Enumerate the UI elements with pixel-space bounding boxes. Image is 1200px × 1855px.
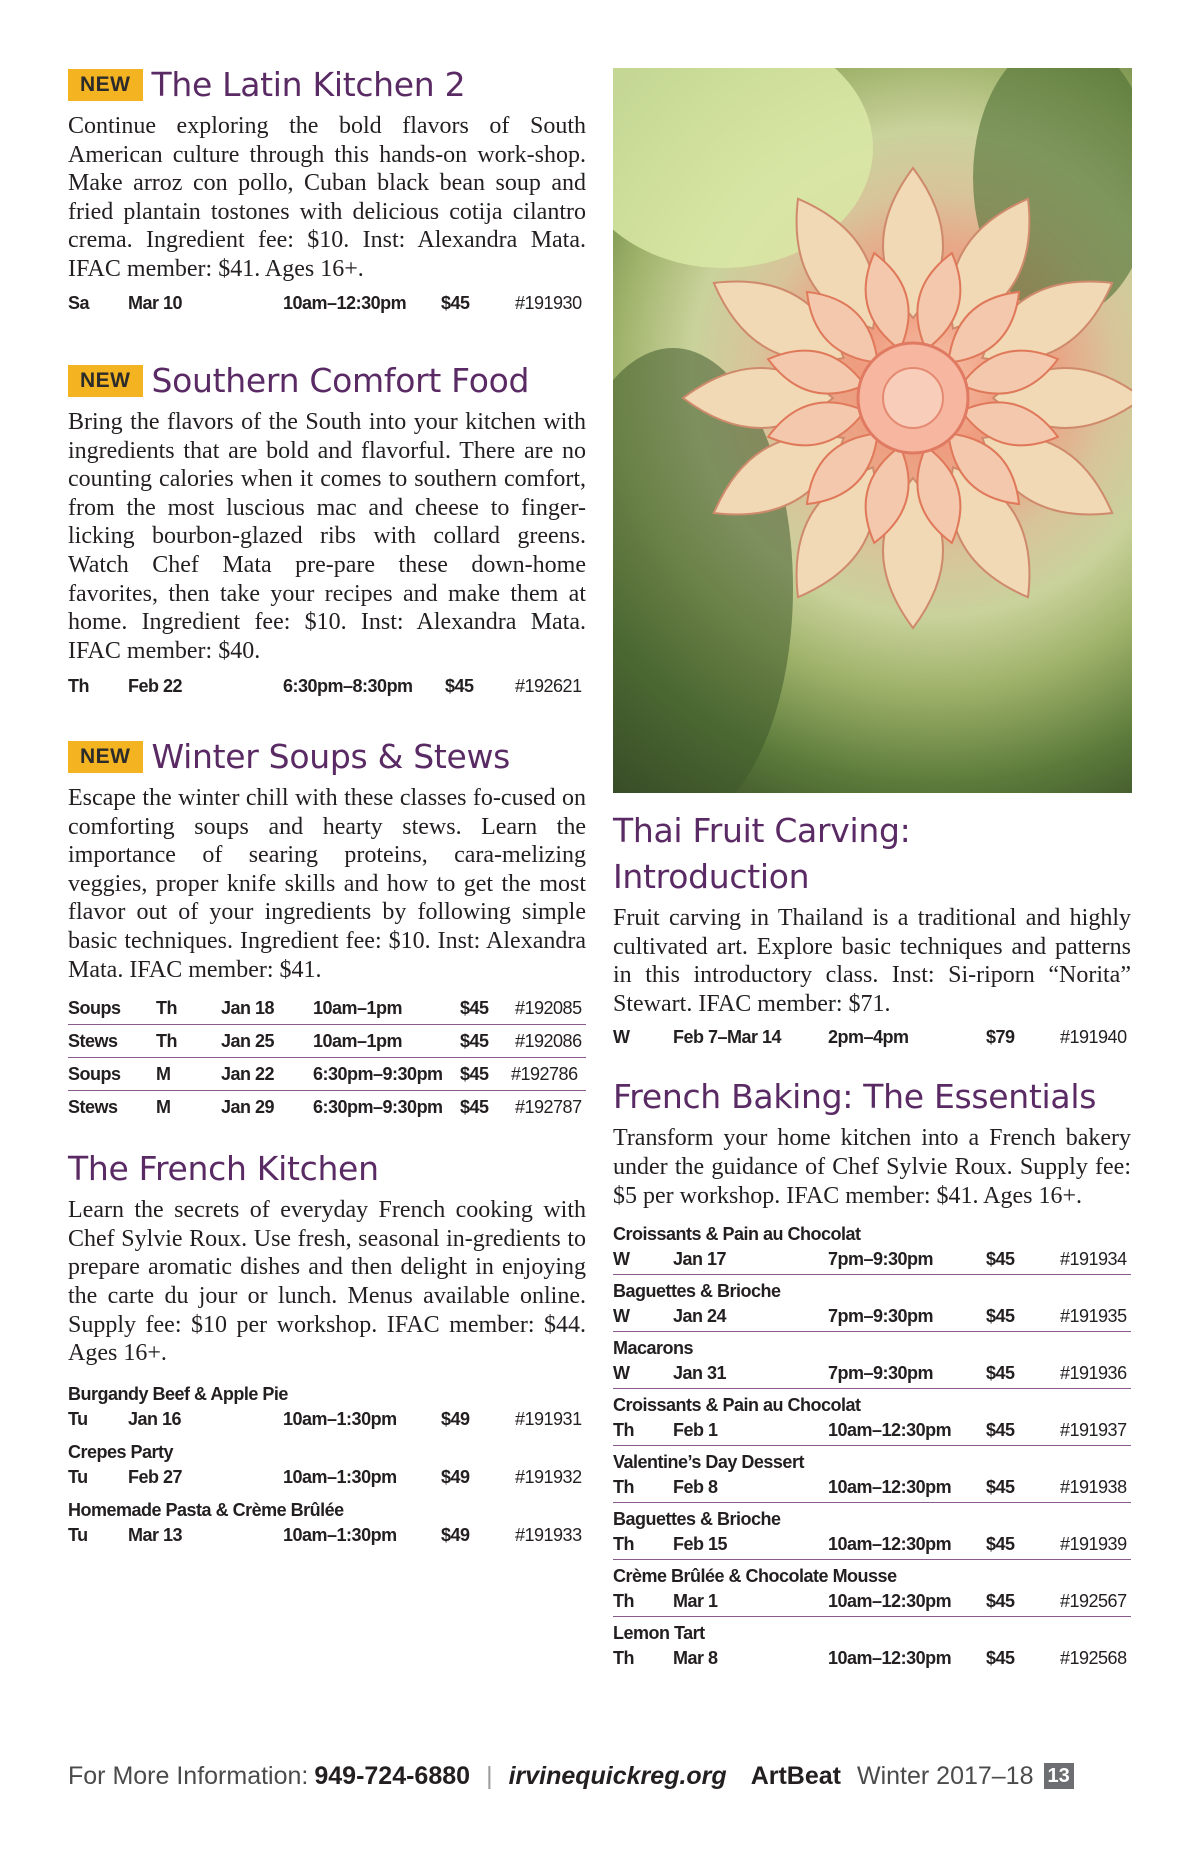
course-thai-carving <box>613 808 1131 1054</box>
session-table <box>68 992 586 1124</box>
new-badge: NEW <box>68 741 143 773</box>
course-french-baking <box>613 1074 1131 1673</box>
new-badge: NEW <box>68 365 143 397</box>
session-item: Lemon Tart Th Mar 8 10am–12:30pm $45 #192568 <box>613 1623 1127 1669</box>
carved-watermelon-photo <box>613 68 1132 793</box>
course-title: Thai Fruit Carving: <box>613 811 911 850</box>
course-description: Transform your home kitchen into a French bakery under the guidance of Chef Sylvie Roux. Supply fee: $5 per workshop. IFAC member: $41. Ages 16+. <box>613 1125 1131 1209</box>
course-description: Bring the flavors of the South into your kitchen with ingredients that are bold and flavorful. There are no counting calories when it comes to southern comfort, from the most luscious mac and cheese to finger-licking bourbon-glazed ribs with collard greens. Watch Chef Mata pre-pare these down-home favorites, then take your recipes and make them at home. Ingredient fee: $10. Inst: Alexandra Mata. IFAC member: $40. <box>68 409 586 664</box>
season-label: Winter 2017–18 <box>856 1761 1034 1790</box>
session-item: Croissants & Pain au Chocolat Th Feb 1 10am–12:30pm $45 #191937 <box>613 1389 1131 1446</box>
course-southern-comfort <box>68 358 586 714</box>
session-row: Soups Th Jan 18 10am–1pm $45 #192085 <box>68 992 586 1025</box>
course-title: French Baking: The Essentials <box>613 1077 1097 1117</box>
course-latin-kitchen <box>68 62 586 336</box>
footer-separator: | <box>486 1761 493 1790</box>
session-item: Macarons W Jan 31 7pm–9:30pm $45 #191936 <box>613 1332 1131 1389</box>
session-list <box>68 1378 586 1550</box>
session-row: Sa Mar 10 10am–12:30pm $45 #191930 <box>68 292 582 313</box>
session-item: Baguettes & Brioche Th Feb 15 10am–12:30pm $45 #191939 <box>613 1503 1131 1560</box>
course-title: The Latin Kitchen 2 <box>151 65 466 104</box>
session-row: Stews Th Jan 25 10am–1pm $45 #192086 <box>68 1025 586 1058</box>
session-item: Crème Brûlée & Chocolate Mousse Th Mar 1 10am–12:30pm $45 #192567 <box>613 1560 1131 1617</box>
session-item: Homemade Pasta & Crème Brûlée Tu Mar 13 10am–1:30pm $49 #191933 <box>68 1499 582 1545</box>
session-row: Th Feb 22 6:30pm–8:30pm $45 #192621 <box>68 676 582 697</box>
session-item: Crepes Party Tu Feb 27 10am–1:30pm $49 #191932 <box>68 1441 582 1487</box>
session-row: Soups M Jan 22 6:30pm–9:30pm $45 #192786 <box>68 1058 586 1091</box>
session-item: Burgandy Beef & Apple Pie Tu Jan 16 10am–1:30pm $49 #191931 <box>68 1383 582 1429</box>
left-column <box>68 62 586 1550</box>
session-item: Valentine’s Day Dessert Th Feb 8 10am–12:30pm $45 #191938 <box>613 1446 1131 1503</box>
info-label: For More Information: <box>68 1761 309 1790</box>
website-link[interactable]: irvinequickreg.org <box>508 1761 727 1790</box>
course-winter-soups <box>68 734 586 1124</box>
session-item: Baguettes & Brioche W Jan 24 7pm–9:30pm $45 #191935 <box>613 1275 1131 1332</box>
page-footer <box>68 1758 1132 1794</box>
course-french-kitchen <box>68 1146 586 1550</box>
course-description: Escape the winter chill with these classes fo-cused on comforting soups and hearty stews. Learn the importance of searing proteins, cara-melizing veggies, proper knife skills and how to get the most flavor out of your ingredients by following simple basic techniques. Ingredient fee: $10. Inst: Alexandra Mata. IFAC member: $41. <box>68 785 586 983</box>
carved-flower-icon <box>613 68 1132 793</box>
course-title: Southern Comfort Food <box>151 361 530 400</box>
phone-number[interactable]: 949-724-6880 <box>314 1761 471 1790</box>
session-item: Croissants & Pain au Chocolat W Jan 17 7pm–9:30pm $45 #191934 <box>613 1218 1131 1275</box>
session-list <box>613 1218 1131 1673</box>
new-badge: NEW <box>68 69 143 101</box>
course-description: Learn the secrets of everyday French cooking with Chef Sylvie Roux. Use fresh, seasonal in-gredients to prepare aromatic dishes and then delight in enjoying the carte du jour or lunch. Menus available online. Supply fee: $10 per workshop. IFAC member: $44. Ages 16+. <box>68 1197 586 1367</box>
page-number: 13 <box>1044 1763 1074 1789</box>
course-description: Fruit carving in Thailand is a traditional and highly cultivated art. Explore basic techniques and patterns in this introductory class. Inst: Si-riporn “Norita” Stewart. IFAC member: $71. <box>613 905 1131 1017</box>
right-column <box>613 808 1131 1673</box>
course-title: The French Kitchen <box>68 1149 379 1189</box>
course-description: Continue exploring the bold flavors of South American culture through this hands-on work-shop. Make arroz con pollo, Cuban black bean soup and fried plantain tostones with delicious cotija cilantro crema. Ingredient fee: $10. Inst: Alexandra Mata. IFAC member: $41. Ages 16+. <box>68 113 586 282</box>
course-title: Winter Soups & Stews <box>151 737 511 776</box>
course-title-line2: Introduction <box>613 857 810 896</box>
session-row: W Feb 7–Mar 14 2pm–4pm $79 #191940 <box>613 1027 1127 1048</box>
session-row: Stews M Jan 29 6:30pm–9:30pm $45 #192787 <box>68 1097 582 1118</box>
brand-name: ArtBeat <box>750 1761 841 1790</box>
